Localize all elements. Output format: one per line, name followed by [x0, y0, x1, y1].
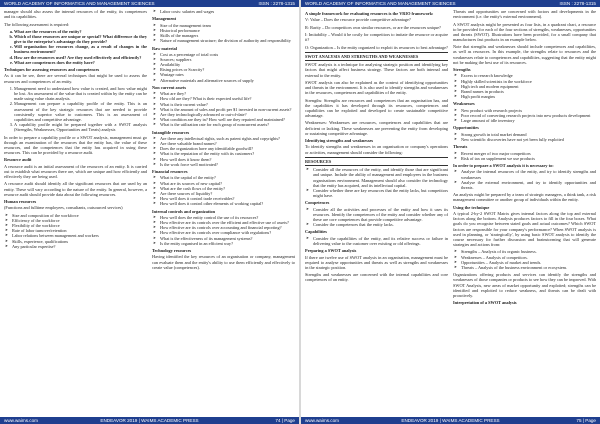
list-item: ➤ Consider all the activities and processes of the entity and how it uses its resources. Identify the competences of the entity and consider whether any of these are core competences that provide competitive advantage. [313, 207, 448, 222]
resources-list [305, 167, 448, 198]
journal-issn: ISSN : 2278-1315 [258, 1, 295, 6]
list-item: ➤ What are its sources of new capital? [160, 181, 295, 186]
list-item: ➤ New product with research projects [461, 108, 596, 113]
list-item: 1. Management need to understand how value is created, and how value might be lost. An assessment of the value that is created within by the entity can be made using value chain analysis. [14, 86, 147, 101]
section-heading: Resource audit [4, 157, 32, 163]
journal-site[interactable]: www.waims.com [305, 418, 339, 423]
list-item: ➤ Threats – Analysis of the business environment or ecosystem. [461, 265, 596, 270]
list-item: ➤ Brand names in products [461, 89, 596, 94]
list-item: ➤ Availability [160, 62, 295, 67]
list-item: ➤ Recent merger of two major competitors [461, 151, 596, 156]
paragraph: (Functions and fulltime employees, consultants, outsourced services) [4, 205, 123, 211]
list-item: ➤ Does the organization have any identifiable goodwill? [160, 146, 295, 151]
section-heading: Techniques for assessing resources and competences [4, 67, 100, 73]
list-item: ➤ Excess to research knowledge [461, 73, 596, 78]
left-column-2 [152, 9, 295, 413]
financial-list [152, 175, 295, 206]
list-item: ➤ What are the cash flows of the entity? [160, 186, 295, 191]
section-title: SWOT ANALYSIS AND STRENGTHS AND WEAKNESSES [305, 52, 448, 61]
journal-title: WORLD ACADEMY OF INFORMATICS AND MANAGEMENT SCIENCES [305, 1, 456, 6]
list-item: ➤ What is the utilization rate for each group of noncurrent assets? [160, 122, 295, 127]
list-item: ➤ How well does it control trade receivables? [160, 196, 295, 201]
threats-list [453, 151, 596, 161]
list-item: 3. A capability profile might be prepared together with a SWOT analysis (Strengths, Weaknesses, Opportunities and Treats) analysis [14, 122, 147, 132]
paragraph: manager should also assess the internal resources of the entity, its competences and its capabilities. [4, 9, 147, 20]
list-item: ➤ How effective are its controls over the efficient and effective use of assets? [160, 220, 295, 225]
list-item: ➤ Large amount of idle inventory [461, 118, 596, 123]
paragraph: An analysis might be prepared by a team of strategic managers, a think tank, a risk management committee or another group of individuals within the entity. [453, 192, 596, 203]
list-item: ➤ How well does the entity control the use of its resources? [160, 215, 295, 220]
swot-steps-list [453, 169, 596, 190]
list-item: ➤ Nature of management structure; the division of authority and responsibility [160, 38, 295, 43]
list-item: d. How are the resources used? Are they used effectively and efficiently? [14, 55, 147, 60]
list-item: ➤ What is their current value? [160, 102, 295, 107]
journal-site[interactable]: www.waims.com [4, 418, 38, 423]
section-heading: Financial resources [152, 169, 188, 175]
list-item: ➤ Consider all the resources of the entity, and identify those that are significant and unique. Include the ability of management and employees in the business organisations environment. Management should also consider the technology that the entity has acquired, and its intellectual capital. [313, 167, 448, 188]
list-item: ➤ High tech and modern equipment [461, 84, 596, 89]
list-item: ➤ Risk of tax on supplement we use products [461, 156, 596, 161]
paragraph: I: Imitability – Would it be costly for competitors to imitate the resource or acquire it? [305, 32, 448, 43]
paragraph: A resource audit is an initial assessment of the resources of an entity. It is carried out to establish what resources there are, which are unique and how efficiently and effectively they are being used. [4, 163, 147, 180]
list-item: ➤ What is the amount of sales and profit per $1 invested in non-current assets? [160, 107, 295, 112]
raw-material-list [152, 52, 295, 83]
page-number: 75 | Page [576, 418, 596, 423]
page-number: 74 | Page [275, 418, 295, 423]
paragraph: SWOT analysis is a technique for analysing strategic position and identifying key factors that might affect business strategy. These factors are both internal and external to the entity. [305, 62, 448, 78]
strengths-list [453, 73, 596, 99]
list-item: ➤ Consider the capabilities of the entity, and its relative success or failure in delivering value to the customer over existing or old offerings. [313, 236, 448, 246]
list-item: ➤ What condition are they in? How well are they repaired and maintained? [160, 117, 295, 122]
journal-header-bar [0, 0, 299, 7]
section-heading: In order to prepare a SWOT analysis it is necessary to: [453, 163, 554, 169]
right-page-columns [305, 9, 596, 413]
paragraph: Strengths and weaknesses are concerned with the internal capabilities and core competences of an entity. [305, 272, 448, 283]
journal-issn: ISSN : 2278-1315 [559, 1, 596, 6]
section-heading: Non current assets [152, 84, 187, 90]
non-current-assets-list [152, 91, 295, 127]
section-heading: Technology resources [152, 248, 192, 253]
list-item: ➤ Strong growth in total market demand [461, 132, 596, 137]
list-item: ➤ Highly skilled scientists in the workforce [461, 79, 596, 84]
section-heading: Raw material [152, 45, 177, 51]
weaknesses-list [453, 108, 596, 123]
right-column-2 [453, 9, 596, 413]
list-item: ➤ Size of the management team [160, 23, 295, 28]
list-item: ➤ Size and composition of the workforce [12, 213, 147, 218]
list-item: ➤ Flexibility of the workforce [12, 223, 147, 228]
paragraph: The following assessment is required: [4, 21, 70, 27]
list-item: ➤ Sources; suppliers [160, 57, 295, 62]
list-item: ➤ Consider the competences that the entity lacks. [313, 222, 448, 227]
paragraph: V: Value – Does the resource provide competitive advantage? [305, 17, 411, 23]
list-item: ➤ How effective are its controls over compliance with regulations? [160, 230, 295, 235]
paragraph: A resource audit should identify all the significant resources that are used by an entity. These will vary according to the nature of the entity. In general, however, a resource audit should provide data about the following resources. [4, 181, 147, 197]
capabilities-list [305, 236, 448, 246]
list-item: ➤ New scientific discoveries have not yet been fully exploited [461, 137, 596, 142]
section-heading: Weaknesses [453, 101, 475, 107]
list-item: ➤ Labor costs: salaries and wages [160, 9, 295, 14]
section-heading: Human resources [4, 199, 37, 205]
list [152, 9, 295, 14]
list-item: ➤ High profit margins [461, 94, 596, 99]
paragraph: In order to prepare a capability profile or a SWOT analysis, management must go through an examination of the resources that the entity has, the value of these resources, and the competences that the entity has acquired in using these resources. This can be provided by a resource audit. [4, 134, 147, 156]
left-page-columns [4, 9, 295, 413]
list-item: ➤ How well does it control other elements of working capital? [160, 201, 295, 206]
list-item: ➤ Analyse the internal resources of the entity, and try to identify strengths and weaknesses [461, 169, 596, 179]
section-heading: Internal controls and organization [152, 208, 216, 214]
journal-footer-bar [0, 417, 299, 424]
list-item: ➤ Efficiency of the workforce [12, 218, 147, 223]
list-item: ➤ Are there valuable brand names? [160, 141, 295, 146]
right-page [301, 0, 600, 424]
list-item: ➤ Strengths – Analysis of its organic business. [461, 249, 596, 254]
list-item: ➤ How effective are its controls over accounting and financial reporting? [160, 225, 295, 230]
management-list [152, 23, 295, 44]
list-item: ➤ What is the capital of the entity? [160, 175, 295, 180]
section-heading: Strengths [453, 67, 471, 73]
list-item: ➤ Rising prices or Scarcity? [160, 67, 295, 72]
list-item: ➤ Is the entity organised in an efficient way? [160, 241, 295, 246]
paragraph: A typical 2-by-2 SWOT Matrix gives internal factors along the top and external factors along the bottom. Analysis produces factors to fill in the four boxes. What goals do you recognise between stated goals and actual outcomes? Which SWOT factors are responsible for your company's performance? When SWOT analysis is used in planning, or 'strategically', by using basic SWOT analysis to identify the course necessary for further discussion and brainstorming that will generate strategies and actions from: [453, 211, 596, 248]
opportunities-list [453, 132, 596, 142]
section-heading: Opportunities [453, 125, 479, 131]
section-heading: Interpretation of a SWOT analysis [453, 300, 517, 306]
paragraph: Threats and opportunities are concerned with factors and developments in the environment (i.e. the entity's external environment). [453, 9, 596, 20]
section-heading: Management [152, 16, 177, 22]
paragraph: Weaknesses: Weaknesses are resources, competences and capabilities that are deficient or lacking. These weaknesses are preventing the entity from developing or sustaining competitive advantage. [305, 120, 448, 136]
section-title: RESOURCES [305, 157, 448, 166]
section-heading: Using the technique [453, 204, 490, 210]
human-resources-list [4, 213, 147, 249]
journal-title: WORLD ACADEMY OF INFORMATICS AND MANAGEMENT SCIENCES [4, 1, 155, 6]
list-item: ➤ Are they technologically advanced or out-of-date? [160, 112, 295, 117]
paragraph: As it can be see, there are several techniques that might be used to assess the resources and competences of an entity. [4, 73, 147, 84]
paragraph: To identify strengths and weaknesses in an organisation or company's operations or activities, management should consider the following: [305, 144, 448, 155]
paragraph: Organizations offering products and services can identify the strengths and weaknesses of those companies or products to see how they can be improved. With SWOT Analysis, new areas of market opportunity and exploited; strengths can be identified and exploited to reduce weakness, and threats can be dealt with proactively. [453, 272, 596, 298]
assessment-questions [4, 29, 147, 65]
list-item: ➤ Consider whether there are key resources that the entity lacks, but competitors might have. [313, 188, 448, 198]
list-item: ➤ Alternative materials and alternative sources of supply [160, 78, 295, 83]
competences-list [305, 207, 448, 228]
section-heading: Capabilities [305, 229, 327, 235]
list-item: ➤ Wastage rates [160, 72, 295, 77]
list-item: ➤ Is the work force well motivated? [160, 162, 295, 167]
list-item: b. Which of those resources are unique or special? What difference do they give to the enterprise's advantage do they provide? [14, 34, 147, 44]
right-column-1 [305, 9, 448, 413]
paragraph: Note that strengths and weaknesses should include competences and capabilities, as well as resources. In this example, the strengths relate to resources and the weaknesses relate to competences and capabilities, suggesting that the entity might not be making the best use of its resources. [453, 44, 596, 65]
list-item: ➤ How well does it know them? [160, 157, 295, 162]
journal-header-bar [301, 0, 600, 7]
section-heading: Intangible resources [152, 129, 190, 135]
paragraph: If there are twelve use of SWOT analysis in an organisation, management must be required to analyse opportunities and threats as well as strengths and weaknesses in the strategic position. [305, 254, 448, 270]
list-item: ➤ Weaknesses – Analysis of competitors. [461, 255, 596, 260]
swot-planning-list [453, 249, 596, 270]
journal-event: ENDEAVOR 2019 | WAIMS ACADEMIC PRESS [100, 418, 199, 423]
paragraph: O: Organization – Is the entity organized to exploit its resources to best advantage? [305, 44, 448, 50]
list-item: ➤ Analyse the external environment, and try to identify opportunities and threats. [461, 180, 596, 190]
list-item: ➤ Are there any intellectual rights, such as patent rights and copyrights? [160, 136, 295, 141]
list-item: ➤ Cost as a percentage of total costs [160, 52, 295, 57]
list-item: ➤ How old are they? What is their expected useful life? [160, 96, 295, 101]
paragraph: Strengths: Strengths are resources and competences that an organisation has, and the capabilities it has developed through its resources, competences and capabilities can be exploited and developed to create sustainable competitive advantage. [305, 97, 448, 118]
section-heading: Identifying strengths and weaknesses [305, 138, 374, 143]
left-page [0, 0, 299, 424]
left-column-1 [4, 9, 147, 413]
list-item: ➤ Skills, experience, qualifications [12, 239, 147, 244]
paragraph: R: Rarity – Do competitors own similar resources, or are the resources unique? [305, 24, 441, 30]
list-item: ➤ Rate of labor turnover/retention [12, 228, 147, 233]
technique-list [4, 86, 147, 132]
section-heading: Threats [453, 144, 468, 150]
list-item: ➤ Labor relations between management and workers [12, 233, 147, 238]
paragraph: Having identified the key resources of an organisation or company, management can evaluate them and the entity's ability to use them efficiently and effectively to create value (competences). [152, 254, 295, 270]
list-item: c. Will organisation for resources change, as a result of changes in the business environment? [14, 44, 147, 54]
list-item: ➤ Opportunities – Analysis of market and trends. [461, 260, 596, 265]
list-item: ➤ Historical performance [160, 28, 295, 33]
journal-footer-bar [301, 417, 600, 424]
list-item: ➤ What is the reputation of the entity with its customers? [160, 151, 295, 156]
section-heading: Preparing a SWOT analysis [305, 248, 357, 254]
list-item: a. What are the resources of the entity? [14, 29, 147, 34]
internal-controls-list [152, 215, 295, 246]
list-item: ➤ Poor record of converting research projects into new products development [461, 113, 596, 118]
list-item: 2. Management can prepare a capability profile of the entity. This is an assessment of the key strategic resources that are needed to provide consistently superior value to customers. This is an assessment of capabilities and competitive advantage. [14, 101, 147, 122]
paragraph: A SWOT analysis might be presented as four lists, in a quadrant chart, a resource to be provided for each of the four sections of strengths, weaknesses, opportunities and threats (SWOT). Illustrations have been provided, for a small company that manufactures fast products in an example below. [453, 21, 596, 42]
list-item: ➤ What is the effectiveness of its management systems? [160, 236, 295, 241]
list-item: e. What are competences does the entity have? [14, 60, 147, 65]
paragraph: SWOT analysis can also be explained as the context of identifying opportunities and threats in the environment. It is also used to identify strengths and weaknesses in the resources, competences and capabilities of the entity. [305, 79, 448, 96]
list-item: ➤ Any particular expertise? [12, 244, 147, 249]
list-item: ➤ Skills of the managers [160, 33, 295, 38]
section-heading: Competences [305, 200, 330, 206]
intangible-list [152, 136, 295, 167]
list-item: ➤ What are they? [160, 91, 295, 96]
list-item: ➤ Are there sources of liquidity? [160, 191, 295, 196]
section-heading: A simple framework for evaluating resources is the VRIO framework: [305, 11, 434, 16]
journal-event: ENDEAVOR 2019 | WAIMS ACADEMIC PRESS [401, 418, 500, 423]
